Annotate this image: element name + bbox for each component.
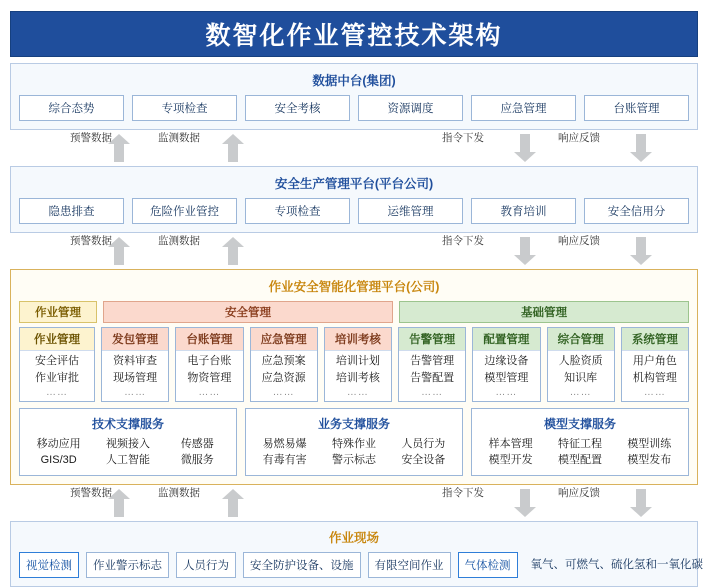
service-item: 模型训练 (627, 438, 672, 451)
chip-resource-dispatch[interactable]: 资源调度 (358, 95, 463, 121)
band3-label-command: 指令下发 (442, 487, 484, 500)
column-emergency-management[interactable] (250, 327, 318, 402)
band1-label-warning: 预警数据 (70, 132, 112, 144)
column-more-dots: …… (569, 387, 592, 399)
service-cell (615, 437, 684, 469)
page-title-bar (10, 11, 698, 57)
group-header-safety-management: 安全管理 (103, 301, 393, 323)
column-item: 现场管理 (113, 371, 158, 384)
tag-gas-types-label: 氧气、可燃气、硫化氢和一氧化碳 (530, 559, 703, 572)
service-item: 人员行为 (401, 438, 446, 451)
group-header-basic-management: 基础管理 (399, 301, 689, 323)
work-site-title: 作业现场 (328, 531, 379, 546)
layer-data-center-items (19, 95, 689, 121)
service-cell (319, 437, 388, 469)
column-head-alarm-management: 告警管理 (399, 328, 465, 351)
column-work-management[interactable] (19, 327, 95, 402)
tag-personnel-behavior[interactable]: 人员行为 (176, 552, 236, 578)
core-columns (19, 327, 689, 402)
band2-label-command: 指令下发 (442, 235, 484, 247)
flow-band-1 (10, 130, 698, 166)
chip-special-inspection-2[interactable]: 专项检查 (245, 198, 350, 224)
column-item: 告警配置 (410, 371, 455, 384)
tag-safety-equipment[interactable]: 安全防护设备、设施 (243, 552, 361, 578)
arrow-down-response-2 (630, 237, 652, 265)
page-title: 数智化作业管控技术架构 (205, 22, 503, 50)
column-more-dots: …… (124, 387, 147, 399)
service-item: 样本管理 (488, 438, 533, 451)
chip-special-inspection[interactable]: 专项检查 (132, 95, 237, 121)
column-item: 安全评估 (35, 355, 79, 367)
chip-emergency-management[interactable]: 应急管理 (471, 95, 576, 121)
tag-confined-space-work[interactable]: 有限空间作业 (368, 552, 451, 578)
band1-label-command: 指令下发 (442, 132, 484, 144)
service-item: 传感器 (180, 438, 214, 451)
arrow-up-warning-3 (108, 489, 130, 517)
column-item: 资料审查 (113, 355, 158, 367)
service-cell (24, 437, 93, 469)
column-item: 告警管理 (410, 355, 455, 367)
service-title-model: 模型支撑服务 (543, 417, 616, 432)
tag-work-warning-sign[interactable]: 作业警示标志 (86, 552, 169, 578)
chip-comprehensive-situation[interactable]: 综合态势 (19, 95, 124, 121)
column-comprehensive-management[interactable] (547, 327, 615, 402)
chip-safety-assessment[interactable]: 安全考核 (245, 95, 350, 121)
service-item: 人工智能 (105, 454, 150, 467)
service-title-technical: 技术支撑服务 (91, 417, 164, 432)
column-training-assessment[interactable] (324, 327, 392, 402)
arrow-down-response-3 (630, 489, 652, 517)
service-cell (93, 437, 162, 469)
column-item: 培训考核 (335, 371, 380, 384)
band2-label-monitor: 监测数据 (158, 235, 200, 247)
band1-label-response: 响应反馈 (558, 132, 600, 144)
service-title-business: 业务支撑服务 (317, 417, 390, 432)
chip-hazard-investigation[interactable]: 隐患排查 (19, 198, 124, 224)
column-item: 模型管理 (484, 371, 529, 384)
layer-safety-production-title: 安全生产管理平台(平台公司) (274, 177, 434, 191)
column-more-dots: …… (643, 387, 666, 399)
column-configuration-management[interactable] (472, 327, 540, 402)
service-technical-support (19, 408, 237, 476)
service-cell (389, 437, 458, 469)
band3-label-response: 响应反馈 (558, 487, 600, 500)
arrow-down-command-2 (514, 237, 536, 265)
column-head-system-management: 系统管理 (622, 328, 688, 351)
service-cell (163, 437, 232, 469)
service-item: 模型发布 (627, 454, 672, 467)
column-more-dots: …… (272, 387, 295, 399)
service-item: 微服务 (180, 454, 214, 467)
band2-label-response: 响应反馈 (558, 235, 600, 247)
service-item: 有毒有害 (262, 454, 307, 467)
column-more-dots: …… (346, 387, 369, 399)
column-item: 电子台账 (187, 355, 232, 367)
column-item: 人脸资质 (558, 355, 603, 367)
column-item: 用户角色 (632, 355, 677, 367)
core-platform-title: 作业安全智能化管理平台(公司) (268, 280, 440, 294)
service-item: GIS/3D (40, 454, 77, 467)
chip-hazardous-work-control[interactable]: 危险作业管控 (132, 198, 237, 224)
column-head-configuration-management: 配置管理 (473, 328, 539, 351)
tag-visual-detection[interactable]: 视觉检测 (19, 552, 79, 578)
service-item: 易燃易爆 (262, 438, 307, 451)
layer-work-site (10, 521, 703, 587)
column-head-comprehensive-management: 综合管理 (548, 328, 614, 351)
arrow-down-command-1 (514, 134, 536, 162)
band2-label-warning: 预警数据 (70, 235, 112, 247)
column-item: 物资管理 (187, 371, 232, 384)
tag-gas-detection[interactable]: 气体检测 (458, 552, 518, 578)
work-site-items (19, 552, 703, 578)
column-more-dots: …… (495, 387, 518, 399)
band3-label-warning: 预警数据 (70, 487, 112, 500)
column-item: 边缘设备 (484, 355, 529, 367)
band1-label-monitor: 监测数据 (158, 132, 200, 144)
column-more-dots: …… (421, 387, 444, 399)
layer-data-center-title: 数据中台(集团) (312, 74, 396, 88)
service-item: 移动应用 (36, 438, 81, 451)
service-item: 特殊作业 (331, 438, 376, 451)
arrow-up-monitor-3 (222, 489, 244, 517)
core-group-headers (19, 301, 689, 323)
chip-safety-credit-score[interactable]: 安全信用分 (584, 198, 689, 224)
flow-band-2 (10, 233, 698, 269)
column-head-contract-management: 发包管理 (102, 328, 168, 351)
service-cell (250, 437, 319, 469)
group-header-work-management: 作业管理 (19, 301, 97, 323)
arrow-up-monitor-2 (222, 237, 244, 265)
service-item: 视频接入 (105, 438, 150, 451)
chip-ops-maintenance[interactable]: 运维管理 (358, 198, 463, 224)
column-item: 知识库 (564, 371, 598, 384)
service-item: 特征工程 (557, 438, 602, 451)
support-services-row (19, 408, 689, 476)
column-alarm-management[interactable] (398, 327, 466, 402)
column-item: 培训计划 (335, 355, 380, 367)
column-head-work-management: 作业管理 (20, 328, 94, 351)
band3-label-monitor: 监测数据 (158, 487, 200, 500)
column-head-training-assessment: 培训考核 (325, 328, 391, 351)
service-item: 模型配置 (557, 454, 602, 467)
arrow-up-warning-1 (108, 134, 130, 162)
column-system-management[interactable] (621, 327, 689, 402)
chip-education-training[interactable]: 教育培训 (471, 198, 576, 224)
arrow-down-response-1 (630, 134, 652, 162)
column-contract-management[interactable] (101, 327, 169, 402)
arrow-up-warning-2 (108, 237, 130, 265)
chip-ledger-management[interactable]: 台账管理 (584, 95, 689, 121)
flow-band-3 (10, 485, 698, 521)
service-item: 警示标志 (331, 454, 376, 467)
service-cell (476, 437, 545, 469)
column-head-ledger-management: 台账管理 (176, 328, 242, 351)
layer-safety-production-items (19, 198, 689, 224)
service-item: 安全设备 (401, 454, 446, 467)
service-business-support (245, 408, 463, 476)
arrow-up-monitor-1 (222, 134, 244, 162)
column-more-dots: …… (46, 387, 68, 399)
service-model-support (471, 408, 689, 476)
column-item: 作业审批 (35, 371, 79, 384)
arrow-down-command-3 (514, 489, 536, 517)
layer-safety-production-platform (10, 166, 698, 233)
layer-core-platform (10, 269, 698, 485)
column-item: 机构管理 (632, 371, 677, 384)
column-item: 应急资源 (261, 371, 306, 384)
layer-data-center (10, 63, 698, 130)
service-item: 模型开发 (488, 454, 533, 467)
column-ledger-management[interactable] (175, 327, 243, 402)
column-more-dots: …… (198, 387, 221, 399)
column-item: 应急预案 (261, 355, 306, 367)
service-cell (545, 437, 614, 469)
column-head-emergency-management: 应急管理 (251, 328, 317, 351)
